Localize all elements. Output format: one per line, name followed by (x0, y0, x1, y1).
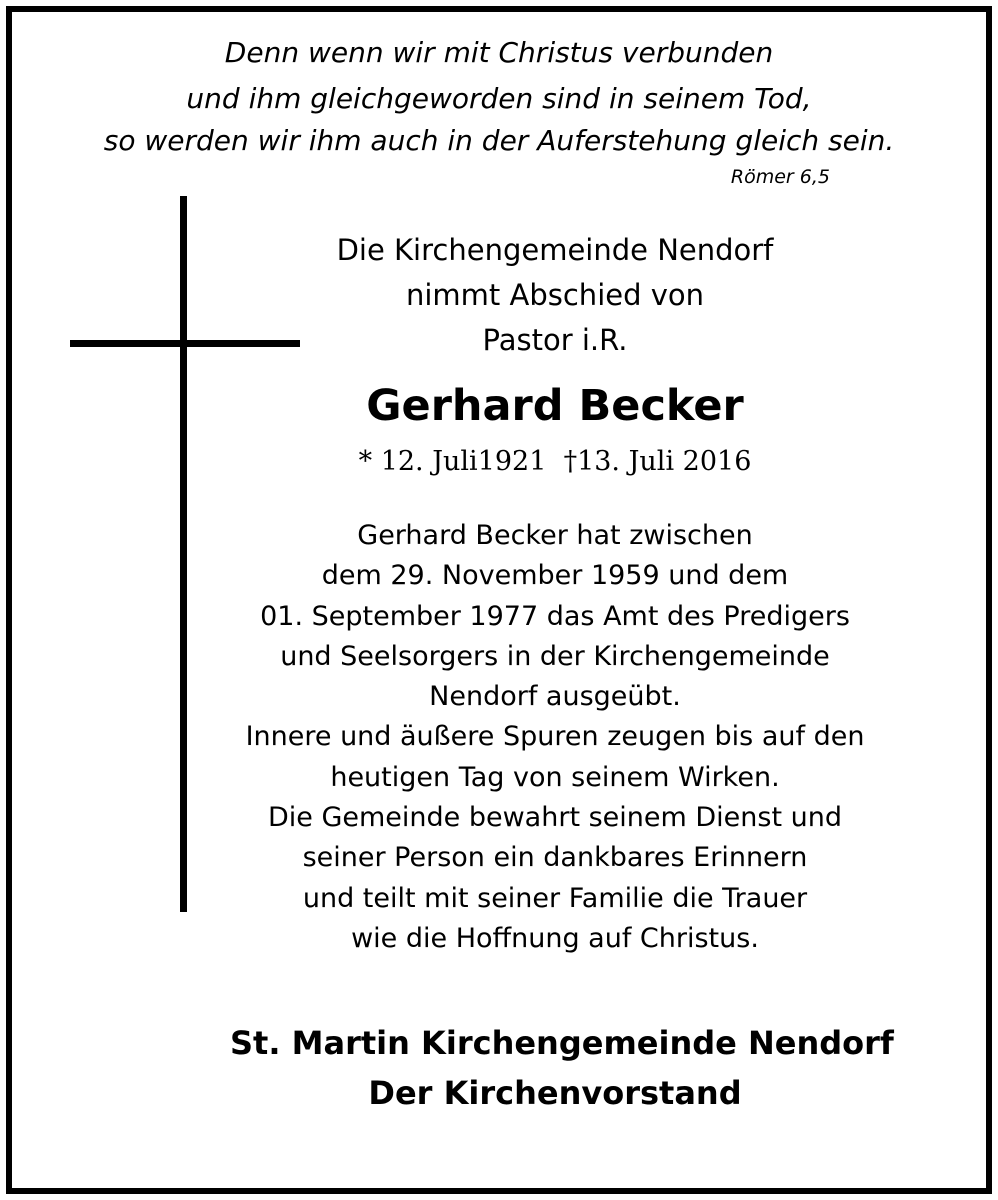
verse-line: so werden wir ihm auch in der Auferstehung gleich sein. (103, 124, 895, 157)
cross-vertical-beam (180, 196, 187, 912)
tribute-line: und Seelsorgers in der Kirchengemeinde (280, 640, 830, 672)
tribute-text (230, 516, 880, 959)
tribute-line: und teilt mit seiner Familie die Trauer (302, 882, 808, 914)
parish-name: St. Martin Kirchengemeinde Nendorf (230, 1024, 894, 1062)
tribute-line: heutigen Tag von seinem Wirken. (330, 761, 780, 793)
deceased-name: Gerhard Becker (366, 381, 744, 431)
intro-text (230, 228, 880, 363)
tribute-line: Die Gemeinde bewahrt seinem Dienst und (267, 802, 843, 834)
tribute-line: seiner Person ein dankbares Erinnern (302, 842, 808, 874)
verse-line: Denn wenn wir mit Christus verbunden (224, 36, 774, 69)
tribute-line: Innere und äußere Spuren zeugen bis auf den (245, 721, 865, 753)
tribute-line: 01. September 1977 das Amt des Predigers (260, 600, 850, 632)
signature-block (230, 1018, 894, 1118)
tribute-line: Gerhard Becker hat zwischen (357, 520, 753, 551)
intro-line: Die Kirchengemeinde Nendorf (336, 233, 774, 267)
tribute-line: dem 29. November 1959 und dem (321, 560, 789, 592)
council-name: Der Kirchenvorstand (368, 1074, 742, 1112)
verse-line: und ihm gleichgeworden sind in seinem Tod, (186, 82, 812, 115)
intro-line: nimmt Abschied von (405, 278, 704, 312)
tribute-line: Nendorf ausgeübt. (429, 681, 681, 713)
verse-reference: Römer 6,5 (730, 166, 830, 188)
life-dates: * 12. Juli1921 †13. Juli 2016 (358, 446, 752, 477)
tribute-line: wie die Hoffnung auf Christus. (351, 922, 759, 954)
intro-line: Pastor i.R. (482, 323, 628, 357)
